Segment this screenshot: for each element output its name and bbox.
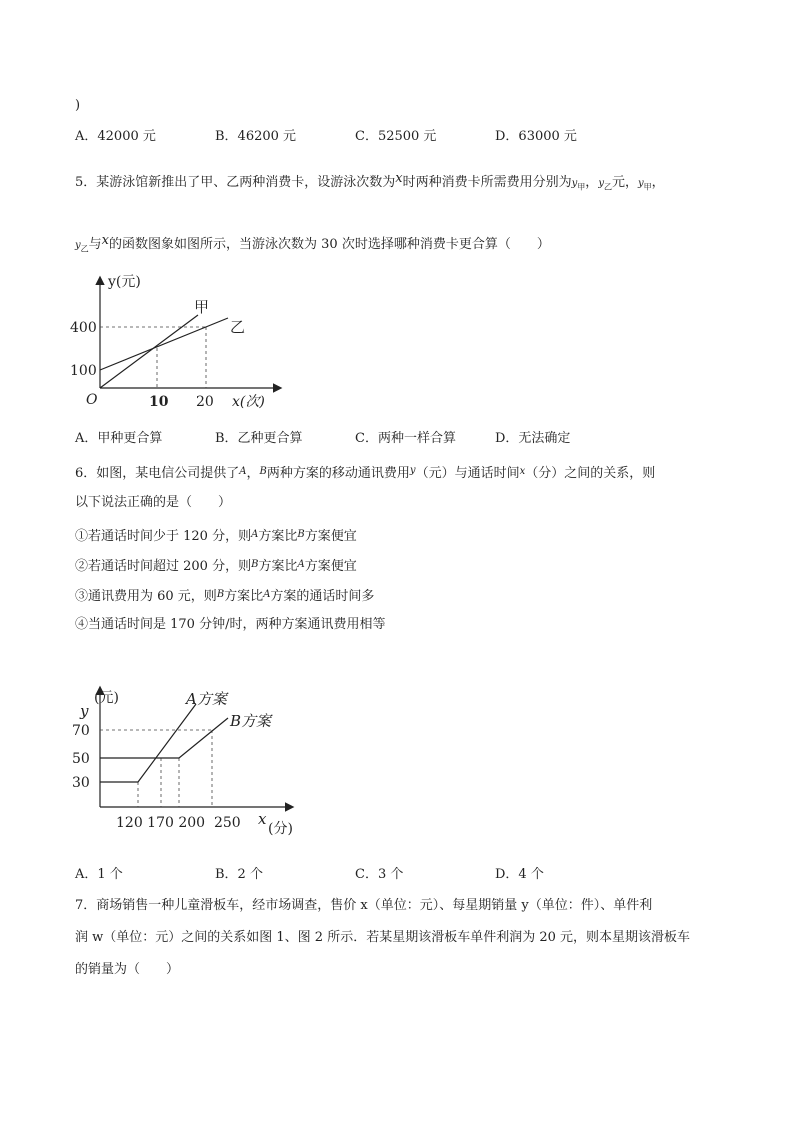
option-d: D．无法确定 <box>495 431 571 446</box>
chart-2-phone-plans <box>60 680 340 840</box>
label-yi: 乙 <box>230 318 246 336</box>
label-plan-b: B方案 <box>230 712 272 730</box>
option-c: C．两种一样合算 <box>355 431 456 446</box>
label-plan-a: A方案 <box>186 690 227 708</box>
y-tick-30: 30 <box>72 775 90 791</box>
option-a: A．42000 元 <box>75 129 156 144</box>
question-7-line-1: 7．商场销售一种儿童滑板车，经市场调查，售价 x（单位：元）、每星期销量 y（单位：件）、单件利 <box>75 898 653 913</box>
line-plan-b <box>100 718 228 758</box>
x-axis-label: x(次) <box>232 394 265 410</box>
line-plan-a <box>100 704 196 782</box>
statement-1: ①若通话时间少于 120 分，则$^A$方案比$^B$方案便宜 <box>75 529 357 544</box>
option-a: A．1 个 <box>75 867 123 882</box>
x-axis-label: x <box>258 810 267 828</box>
y-tick-50: 50 <box>72 751 90 767</box>
line-jia <box>100 315 198 388</box>
x-tick-10: 10 <box>149 394 169 410</box>
question-4-stem-end: ) <box>75 98 81 113</box>
origin-label: O <box>86 392 98 408</box>
x-tick-labels: 120 170 200 250 <box>116 815 241 831</box>
question-6-line-2: 以下说法正确的是（ ） <box>75 495 232 510</box>
y-tick-400: 400 <box>70 320 97 336</box>
statement-3: ③通讯费用为 60 元，则$^B$方案比$^A$方案的通话时间多 <box>75 589 375 604</box>
statement-2: ②若通话时间超过 200 分，则$^B$方案比$^A$方案便宜 <box>75 559 357 574</box>
question-5-line-1: 5．某游泳馆新推出了甲、乙两种消费卡，设游泳次数为x时两种消费卡所需费用分别为$y_甲$，$y_乙$元，$y_甲$， <box>75 171 665 192</box>
statement-4: ④当通话时间是 170 分钟/时，两种方案通讯费用相等 <box>75 617 386 632</box>
option-b: B．2 个 <box>215 867 263 882</box>
chart-1-swimming-cost <box>60 270 290 415</box>
y-tick-70: 70 <box>72 723 90 739</box>
line-yi <box>100 318 228 370</box>
y-tick-100: 100 <box>70 363 97 379</box>
option-b: B．46200 元 <box>215 129 297 144</box>
question-5-line-2: $y_乙$与x的函数图象如图所示，当游泳次数为 30 次时选择哪种消费卡更合算（ ） <box>75 233 550 254</box>
x-tick-20: 20 <box>196 394 214 410</box>
question-7-line-2: 润 w（单位：元）之间的关系如图 1、图 2 所示．若某星期该滑板车单件利润为 20 元，则本星期该滑板车 <box>75 930 691 945</box>
x-axis-unit: (分) <box>268 821 293 837</box>
option-d: D．63000 元 <box>495 129 577 144</box>
y-axis-label: y <box>80 702 89 720</box>
y-axis-unit: (元) <box>94 690 119 706</box>
y-axis-label: y(元) <box>108 274 141 290</box>
option-b: B．乙种更合算 <box>215 431 303 446</box>
option-c: C．3 个 <box>355 867 404 882</box>
question-6-line-1: 6．如图，某电信公司提供了$^A$，$^B$两种方案的移动通讯费用$^y$（元）与通话时间$^x$（分）之间的关系，则 <box>75 465 656 481</box>
label-jia: 甲 <box>194 298 210 316</box>
option-c: C．52500 元 <box>355 129 437 144</box>
option-d: D．4 个 <box>495 867 544 882</box>
question-7-line-3: 的销量为（ ） <box>75 962 180 977</box>
option-a: A．甲种更合算 <box>75 431 163 446</box>
